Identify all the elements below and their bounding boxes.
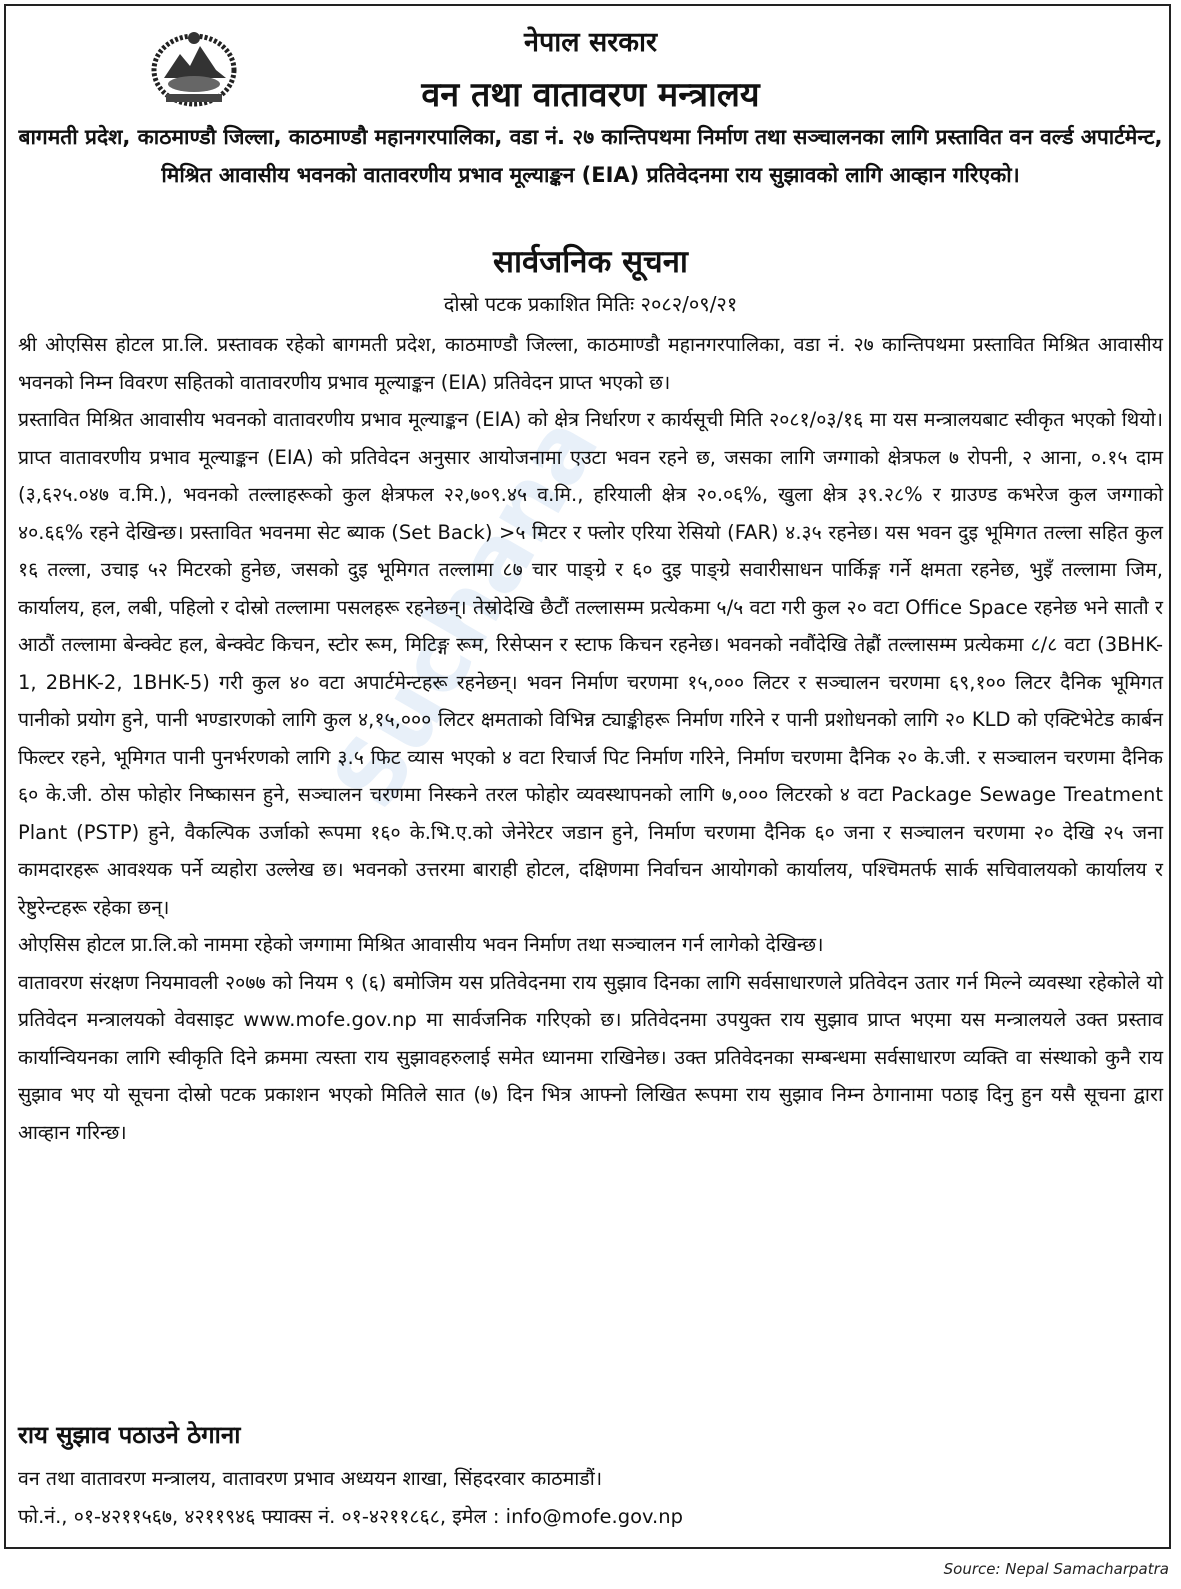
body-paragraph: श्री ओएसिस होटल प्रा.लि. प्रस्तावक रहेको बागमती प्रदेश, काठमाण्डौ जिल्ला, काठमाण्डौ महानगरपालिका, वडा नं. २७ कान्तिपथमा प्रस्तावित मिश्रित आवासीय भवनको निम्न विवरण सहितको वातावरणीय प्रभाव मूल्याङ्कन (EIA) प्रतिवेदन प्राप्त भएको छ। <box>18 333 1163 394</box>
source-credit: Source: Nepal Samacharpatra <box>943 1560 1169 1578</box>
publish-date: दोस्रो पटक प्रकाशित मितिः २०८२/०९/२१ <box>443 292 738 316</box>
notice-subject: बागमती प्रदेश, काठमाण्डौ जिल्ला, काठमाण्डौ महानगरपालिका, वडा नं. २७ कान्तिपथमा निर्माण तथा सञ्चालनका लागि प्रस्तावित वन वर्ल्ड अपार्टमेन्ट, मिश्रित आवासीय भवनको वातावरणीय प्रभाव मूल्याङ्कन (EIA) प्रतिवेदनमा राय सुझावको लागि आव्हान गरिएको। <box>18 125 1163 187</box>
body-paragraph: ओएसिस होटल प्रा.लि.को नाममा रहेको जग्गामा मिश्रित आवासीय भवन निर्माण तथा सञ्चालन गर्न लागेको देखिन्छ। <box>18 933 824 956</box>
address-heading: राय सुझाव पठाउने ठेगाना <box>18 1421 241 1449</box>
contact-line: फो.नं., ०१-४२११५६७, ४२११९४६ फ्याक्स नं. ०१-४२११८६८, इमेल : info@mofe.gov.np <box>18 1505 683 1528</box>
body-paragraph: प्रस्तावित मिश्रित आवासीय भवनको वातावरणीय प्रभाव मूल्याङ्कन (EIA) को क्षेत्र निर्धारण र कार्यसूची मिति २०८१/०३/१६ मा यस मन्त्रालयबाट स्वीकृत भएको थियो। प्राप्त वातावरणीय प्रभाव मूल्याङ्कन (EIA) को प्रतिवेदन अनुसार आयोजनामा एउटा भवन रहने छ, जसका लागि जग्गाको क्षेत्रफल ७ रोपनी, २ आना, ०.१५ दाम (३,६२५.०४७ व.मि.), भवनको तल्लाहरूको कुल क्षेत्रफल २२,७०९.४५ व.मि., हरियाली क्षेत्र २०.०६%, खुला क्षेत्र ३९.२८% र ग्राउण्ड कभरेज कुल जग्गाको ४०.६६% रहने देखिन्छ। प्रस्तावित भवनमा सेट ब्याक (Set Back) >५ मिटर र फ्लोर एरिया रेसियो (FAR) ४.३५ रहनेछ। यस भवन दुइ भूमिगत तल्ला सहित कुल १६ तल्ला, उचाइ ५२ मिटरको हुनेछ, जसको दुइ भूमिगत तल्लामा ८७ चार पाङ्ग्रे र ६० दुइ पाङ्ग्रे सवारीसाधन पार्किङ्ग गर्ने क्षमता रहनेछ, भुइँ तल्लामा जिम, कार्यालय, हल, लबी, पहिलो र दोस्रो तल्लामा पसलहरू रहनेछन्। तेस्रोदेखि छैटौं तल्लासम्म प्रत्येकमा ५/५ वटा गरी कुल २० वटा Office Space रहनेछ भने सातौ र आठौं तल्लामा बेन्क्वेट हल, बेन्क्वेट किचन, स्टोर रूम, मिटिङ्ग रूम, रिसेप्सन र स्टाफ किचन रहनेछ। भवनको नवौंदेखि तेह्रौं तल्लासम्म प्रत्येकमा ८/८ वटा (3BHK-1, 2BHK-2, 1BHK-5) गरी कुल ४० वटा अपार्टमेन्टहरू रहनेछन्। भवन निर्माण चरणमा १५,००० लिटर र सञ्चालन चरणमा ६९,१०० लिटर दैनिक भूमिगत पानीको प्रयोग हुने, पानी भण्डारणको लागि कुल ४,१५,००० लिटर क्षमताको विभिन्न ट्याङ्कीहरू निर्माण गरिने र पानी प्रशोधनको लागि २० KLD को एक्टिभेटेड कार्बन फिल्टर रहने, भूमिगत पानी पुनर्भरणको लागि ३.५ फिट व्यास भएको ४ वटा रिचार्ज पिट निर्माण गरिने, निर्माण चरणमा दैनिक २० के.जी. र सञ्चालन चरणमा दैनिक ६० के.जी. ठोस फोहोर निष्कासन हुने, सञ्चालन चरणमा निस्कने तरल फोहोर व्यवस्थापनको लागि ७,००० लिटरको ४ वटा Package Sewage Treatment Plant (PSTP) हुने, वैकल्पिक उर्जाको रूपमा १६० के.भि.ए.को जेनेरेटर जडान हुने, निर्माण चरणमा दैनिक ६० जना र सञ्चालन चरणमा २० देखि २५ जना कामदारहरू आवश्यक पर्ने व्यहोरा उल्लेख छ। भवनको उत्तरमा बाराही होटल, दक्षिणमा निर्वाचन आयोगको कार्यालय, पश्चिमतर्फ सार्क सचिवालयको कार्यालय र रेष्टुरेन्टहरू रहेका छन्। <box>18 408 1163 919</box>
notice-title: सार्वजनिक सूचना <box>493 244 688 280</box>
watermark: Suchana <box>312 399 620 826</box>
address-block <box>18 1460 683 1536</box>
body-paragraph: वातावरण संरक्षण नियमावली २०७७ को नियम ९ (६) बमोजिम यस प्रतिवेदनमा राय सुझाव दिनका लागि सर्वसाधारणले प्रतिवेदन उतार गर्न मिल्ने व्यवस्था रहेकोले यो प्रतिवेदन मन्त्रालयको वेवसाइट www.mofe.gov.np मा सार्वजनिक गरिएको छ। प्रतिवेदनमा उपयुक्त राय सुझाव प्राप्त भएमा यस मन्त्रालयले उक्त प्रस्ताव कार्यान्वियनका लागि स्वीकृति दिने क्रममा त्यस्ता राय सुझावहरुलाई समेत ध्यानमा राखिनेछ। उक्त प्रतिवेदनका सम्बन्धमा सर्वसाधारण व्यक्ति वा संस्थाको कुनै राय सुझाव भए यो सूचना दोस्रो पटक प्रकाशन भएको मितिले सात (७) दिन भित्र आफ्नो लिखित रूपमा राय सुझाव निम्न ठेगानामा पठाइ दिनु हुन यसै सूचना द्वारा आव्हान गरिन्छ। <box>18 970 1163 1144</box>
government-heading: नेपाल सरकार <box>523 27 658 58</box>
notice-body <box>18 326 1163 1151</box>
address-line: वन तथा वातावरण मन्त्रालय, वातावरण प्रभाव अध्ययन शाखा, सिंहदरवार काठमाडौं। <box>18 1467 603 1490</box>
ministry-heading: वन तथा वातावरण मन्त्रालय <box>421 75 760 115</box>
